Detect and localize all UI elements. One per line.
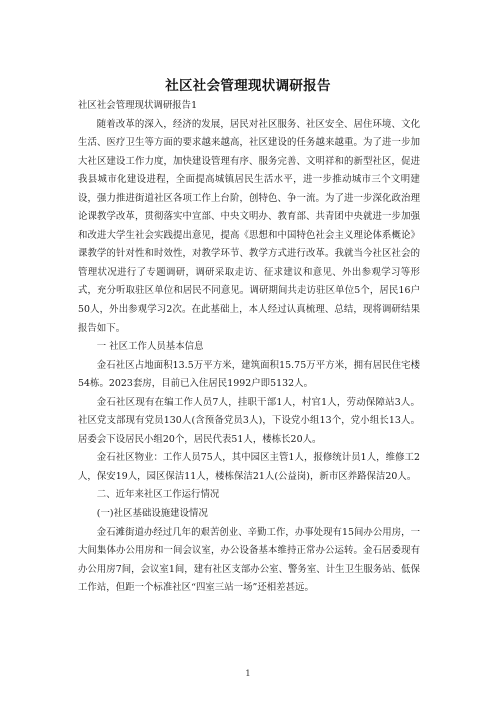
- document-title: 社区社会管理现状调研报告: [165, 78, 331, 94]
- document-subtitle: 社区社会管理现状调研报告1: [78, 100, 198, 111]
- paragraph-staff: 金石社区现有在编工作人员7人，挂职干部1人，村官1人，劳动保障站3人。社区党支部现有党员130人(含预备党员3人)，下设党小组13个，党小组长13人。居委会下设居民小组20个，居民代表51人，楼栋长20人。: [78, 396, 420, 445]
- subsection-heading-infrastructure: (一)社区基础设施建设情况: [96, 508, 208, 520]
- paragraph-infrastructure: 金石滩街道办经过几年的艰苦创业、辛勤工作，办事处现有15间办公用房，一大间集体办公用房和一间会议室，办公设备基本维持正常办公运转。金石居委现有办公用房7间，会议室1间，建有社区支部办公室、警务室、计生卫生服务站、低保工作站，但距一个标准社区“四室三站一场”还相差甚远。: [78, 526, 420, 594]
- paragraph-area: 金石社区占地面积13.5万平方米，建筑面积15.75万平方米，拥有居民住宅楼54栋。2023套房，目前已入住居民1992户即5132人。: [78, 359, 420, 390]
- section-heading-operation: 二、近年来社区工作运行情况: [96, 489, 220, 501]
- paragraph-property: 金石社区物业：工作人员75人，其中园区主管1人，报修统计员1人，维修工2人，保安19人，园区保洁11人，楼栋保洁21人(公益岗)，新市区养路保洁20人。: [78, 452, 420, 482]
- document-body: [78, 97, 420, 598]
- paragraph-intro: 随着改革的深入，经济的发展，居民对社区服务、社区安全、居住环境、文化生活、医疗卫生等方面的要求越来越高，社区建设的任务越来越重。为了进一步加大社区建设工作力度，加快建设管理有序、服务完善、文明祥和的新型社区，促进我县城市化建设进程，全面提高城镇居民生活水平，进一步推动城市三个文明建设，强力推进街道社区各项工作上台阶，创特色、争一流。为了进一步深化政治理论课教学改革，贯彻落实中宣部、中央文明办、教育部、共青团中央就进一步加强和改进大学生社会实践提出意见，提高《思想和中国特色社会主义理论体系概论》课教学的针对性和时效性，对教学环节、教学方式进行改革。我就当今社区社会的管理状况进行了专题调研，调研采取走访、征求建议和意见、外出参观学习等形式，充分听取驻区单位和居民不同意见。调研期间共走访驻区单位5个，居民16户50人，外出参观学习2次。在此基础上，本人经过认真梳理、总结，现将调研结果报告如下。: [78, 118, 420, 334]
- page-number: 1: [245, 669, 251, 679]
- section-heading-staff-info: 一 社区工作人员基本信息: [96, 341, 204, 353]
